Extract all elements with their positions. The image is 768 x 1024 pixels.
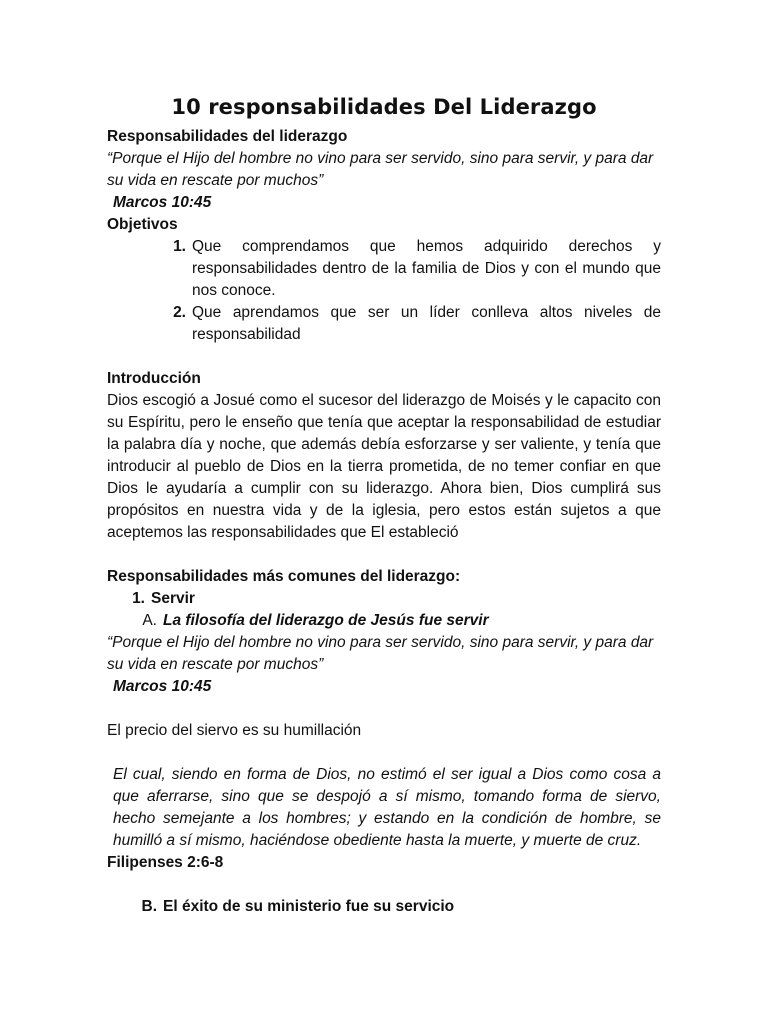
list-item-servir [107, 588, 661, 610]
objective-number: 1. [173, 238, 186, 255]
common-heading: Responsabilidades más comunes del liderazgo: [107, 568, 461, 585]
section-heading: Responsabilidades del liderazgo [107, 128, 348, 145]
philippians-quote: El cual, siendo en forma de Dios, no estimó el ser igual a Dios como cosa a que aferrarse, sino que se despojó a sí mismo, tomando forma de siervo, hecho semejante a los hombres; y estando en la condición de hombre, se humilló a sí mismo, haciéndose obediente hasta la muerte, y muerte de cruz. [113, 766, 661, 849]
price-statement: El precio del siervo es su humillación [107, 722, 362, 739]
objectives-list [107, 236, 661, 346]
document-title: 10 responsabilidades Del Liderazgo [171, 95, 597, 119]
objectives-heading: Objetivos [107, 216, 178, 233]
philippians-reference: Filipenses 2:6-8 [107, 854, 224, 871]
scripture-reference: Marcos 10:45 [113, 678, 212, 695]
objective-text: Que comprendamos que hemos adquirido derechos y responsabilidades dentro de la familia de Dios y con el mundo que nos conoce. [192, 238, 661, 299]
intro-body: Dios escogió a Josué como el sucesor del liderazgo de Moisés y le capacito con su Espíritu, pero le enseño que tenía que aceptar la responsabilidad de estudiar la palabra día y noche, que además debía esforzarse y ser valiente, y tenía que introducir al pueblo de Dios en la tierra prometida, de no temer confiar en que Dios le ayudaría a cumplir con su liderazgo. Ahora bien, Dios cumplirá sus propósitos en nuestra vida y de la iglesia, pero estos están sujetos a que aceptemos las responsabilidades que El estableció [107, 392, 661, 541]
list-number: 1. [132, 590, 145, 607]
sublist-label: El éxito de su ministerio fue su servicio [163, 898, 455, 915]
document-content [107, 92, 661, 918]
sublist-letter: A. [142, 612, 157, 629]
scripture-quote: “Porque el Hijo del hombre no vino para ser servido, sino para servir, y para dar su vida en rescate por muchos” [107, 634, 654, 673]
intro-heading: Introducción [107, 370, 201, 387]
list-label: Servir [151, 590, 195, 607]
objective-item [107, 302, 661, 346]
sublist-item-b [107, 896, 661, 918]
objective-number: 2. [173, 304, 186, 321]
scripture-reference: Marcos 10:45 [113, 194, 212, 211]
objective-text: Que aprendamos que ser un líder conlleva altos niveles de responsabilidad [192, 304, 661, 343]
sublist-item-a [107, 610, 661, 632]
objective-item [107, 236, 661, 302]
scripture-quote: “Porque el Hijo del hombre no vino para ser servido, sino para servir, y para dar su vida en rescate por muchos” [107, 150, 654, 189]
sublist-letter: B. [141, 898, 157, 915]
sublist-label: La filosofía del liderazgo de Jesús fue servir [163, 612, 489, 629]
